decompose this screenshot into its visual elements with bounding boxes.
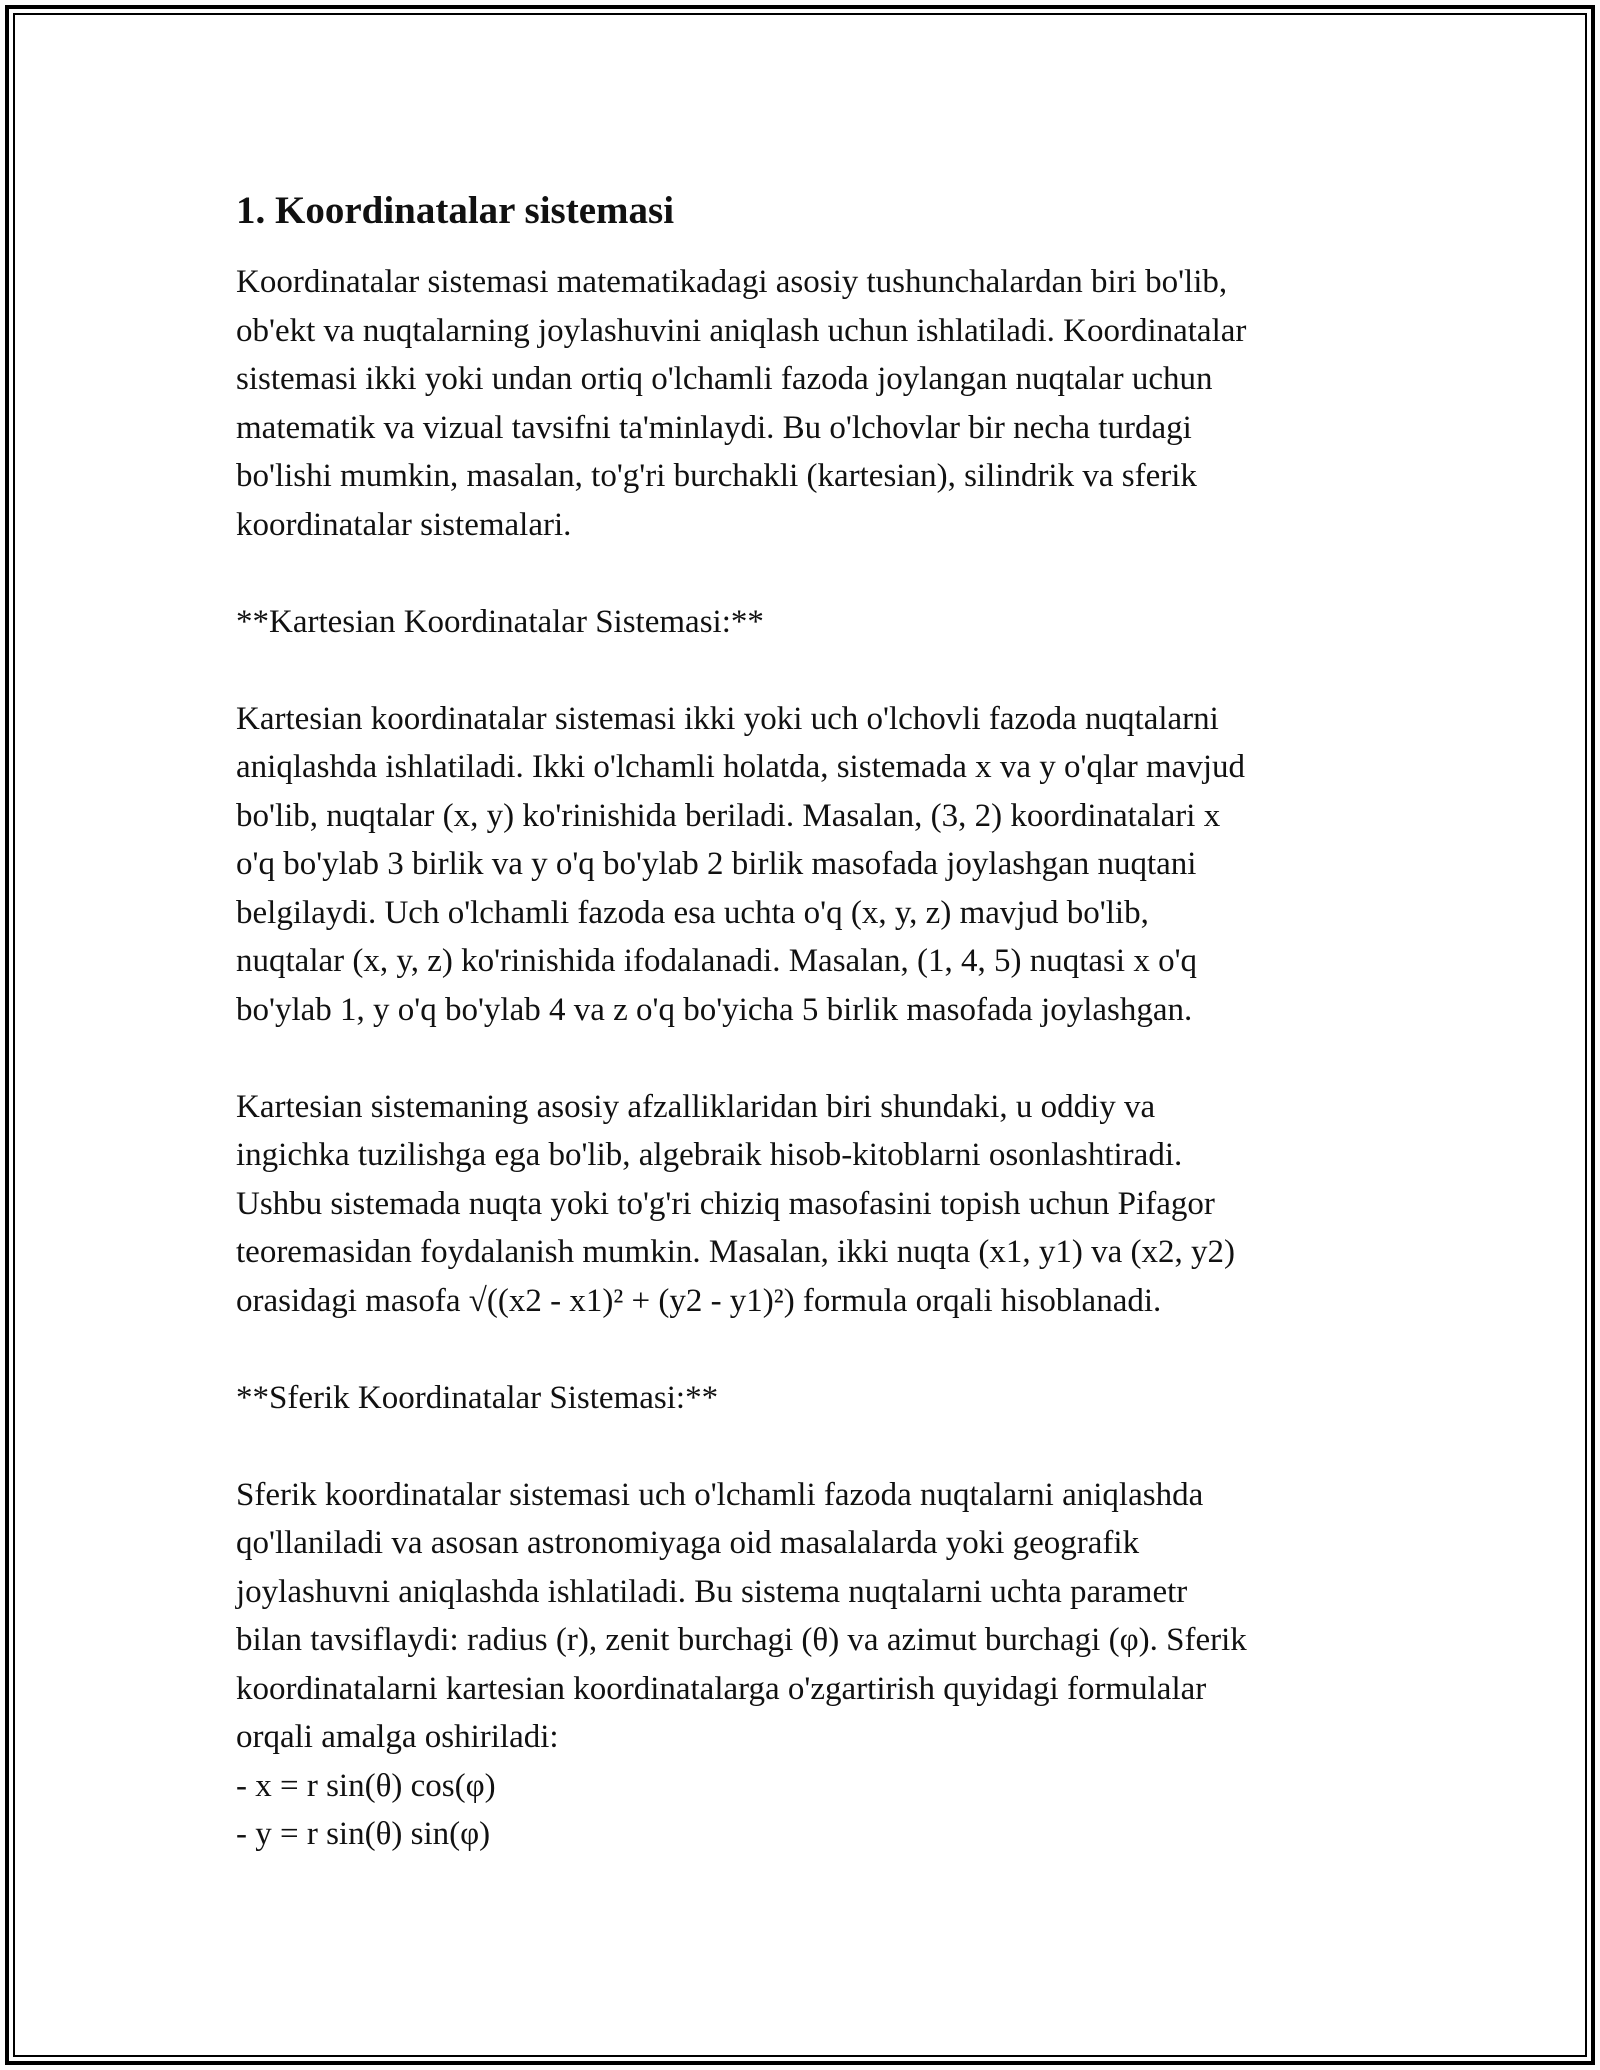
cartesian-advantages-paragraph: Kartesian sistemaning asosiy afzalliklaridan biri shundaki, u oddiy va ingichka tuzilishga ega bo'lib, algebraik hisob-kitoblarni osonlashtiradi. Ushbu sistemada nuqta yoki to'g'ri chiziq masofasini topish uchun Pifagor teoremasidan foydalanish mumkin. Masalan, ikki nuqta (x1, y1) va (x2, y2) orasidagi masofa √((x2 - x1)² + (y2 - y1)²) formula orqali hisoblanadi.: [236, 1088, 1235, 1319]
intro-paragraph: Koordinatalar sistemasi matematikadagi asosiy tushunchalardan biri bo'lib, ob'ekt va nuqtalarning joylashuvini aniqlash uchun ishlatiladi. Koordinatalar sistemasi ikki yoki undan ortiq o'lchamli fazoda joylangan nuqtalar uchun matematik va vizual tavsifni ta'minlaydi. Bu o'lchovlar bir necha turdagi bo'lishi mumkin, masalan, to'g'ri burchakli (kartesian), silindrik va sferik koordinatalar sistemalari.: [236, 264, 1247, 543]
paragraph-gap: [236, 549, 1366, 598]
paragraph-gap: [236, 1422, 1366, 1471]
cartesian-paragraph: Kartesian koordinatalar sistemasi ikki yoki uch o'lchovli fazoda nuqtalarni aniqlashda ishlatiladi. Ikki o'lchamli holatda, sistemada x va y o'qlar mavjud bo'lib, nuqtalar (x, y) ko'rinishida beriladi. Masalan, (3, 2) koordinatalari x o'q bo'ylab 3 birlik va y o'q bo'ylab 2 birlik masofada joylashgan nuqtani belgilaydi. Uch o'lchamli fazoda esa uchta o'q (x, y, z) mavjud bo'lib, nuqtalar (x, y, z) ko'rinishida ifodalanadi. Masalan, (1, 4, 5) nuqtasi x o'q bo'ylab 1, y o'q bo'ylab 4 va z o'q bo'yicha 5 birlik masofada joylashgan.: [236, 700, 1245, 1028]
spherical-paragraph: Sferik koordinatalar sistemasi uch o'lchamli fazoda nuqtalarni aniqlashda qo'llaniladi va asosan astronomiyaga oid masalalarda yoki geografik joylashuvni aniqlashda ishlatiladi. Bu sistema nuqtalarni uchta parametr bilan tavsiflaydi: radius (r), zenit burchagi (θ) va azimut burchagi (φ). Sferik koordinatalarni kartesian koordinatalarga o'zgartirish quyidagi formulalar orqali amalga oshiriladi: - x = r sin(θ) cos(φ) - y = r sin(θ) sin(φ): [236, 1476, 1247, 1852]
paragraph-gap: [236, 1034, 1366, 1083]
document-page: [236, 178, 1366, 1859]
section-heading: 1. Koordinatalar sistemasi: [236, 189, 675, 232]
cartesian-subheading: **Kartesian Koordinatalar Sistemasi:**: [236, 603, 764, 640]
paragraph-gap: [236, 646, 1366, 695]
paragraph-gap: [236, 1325, 1366, 1374]
spherical-subheading: **Sferik Koordinatalar Sistemasi:**: [236, 1379, 719, 1416]
